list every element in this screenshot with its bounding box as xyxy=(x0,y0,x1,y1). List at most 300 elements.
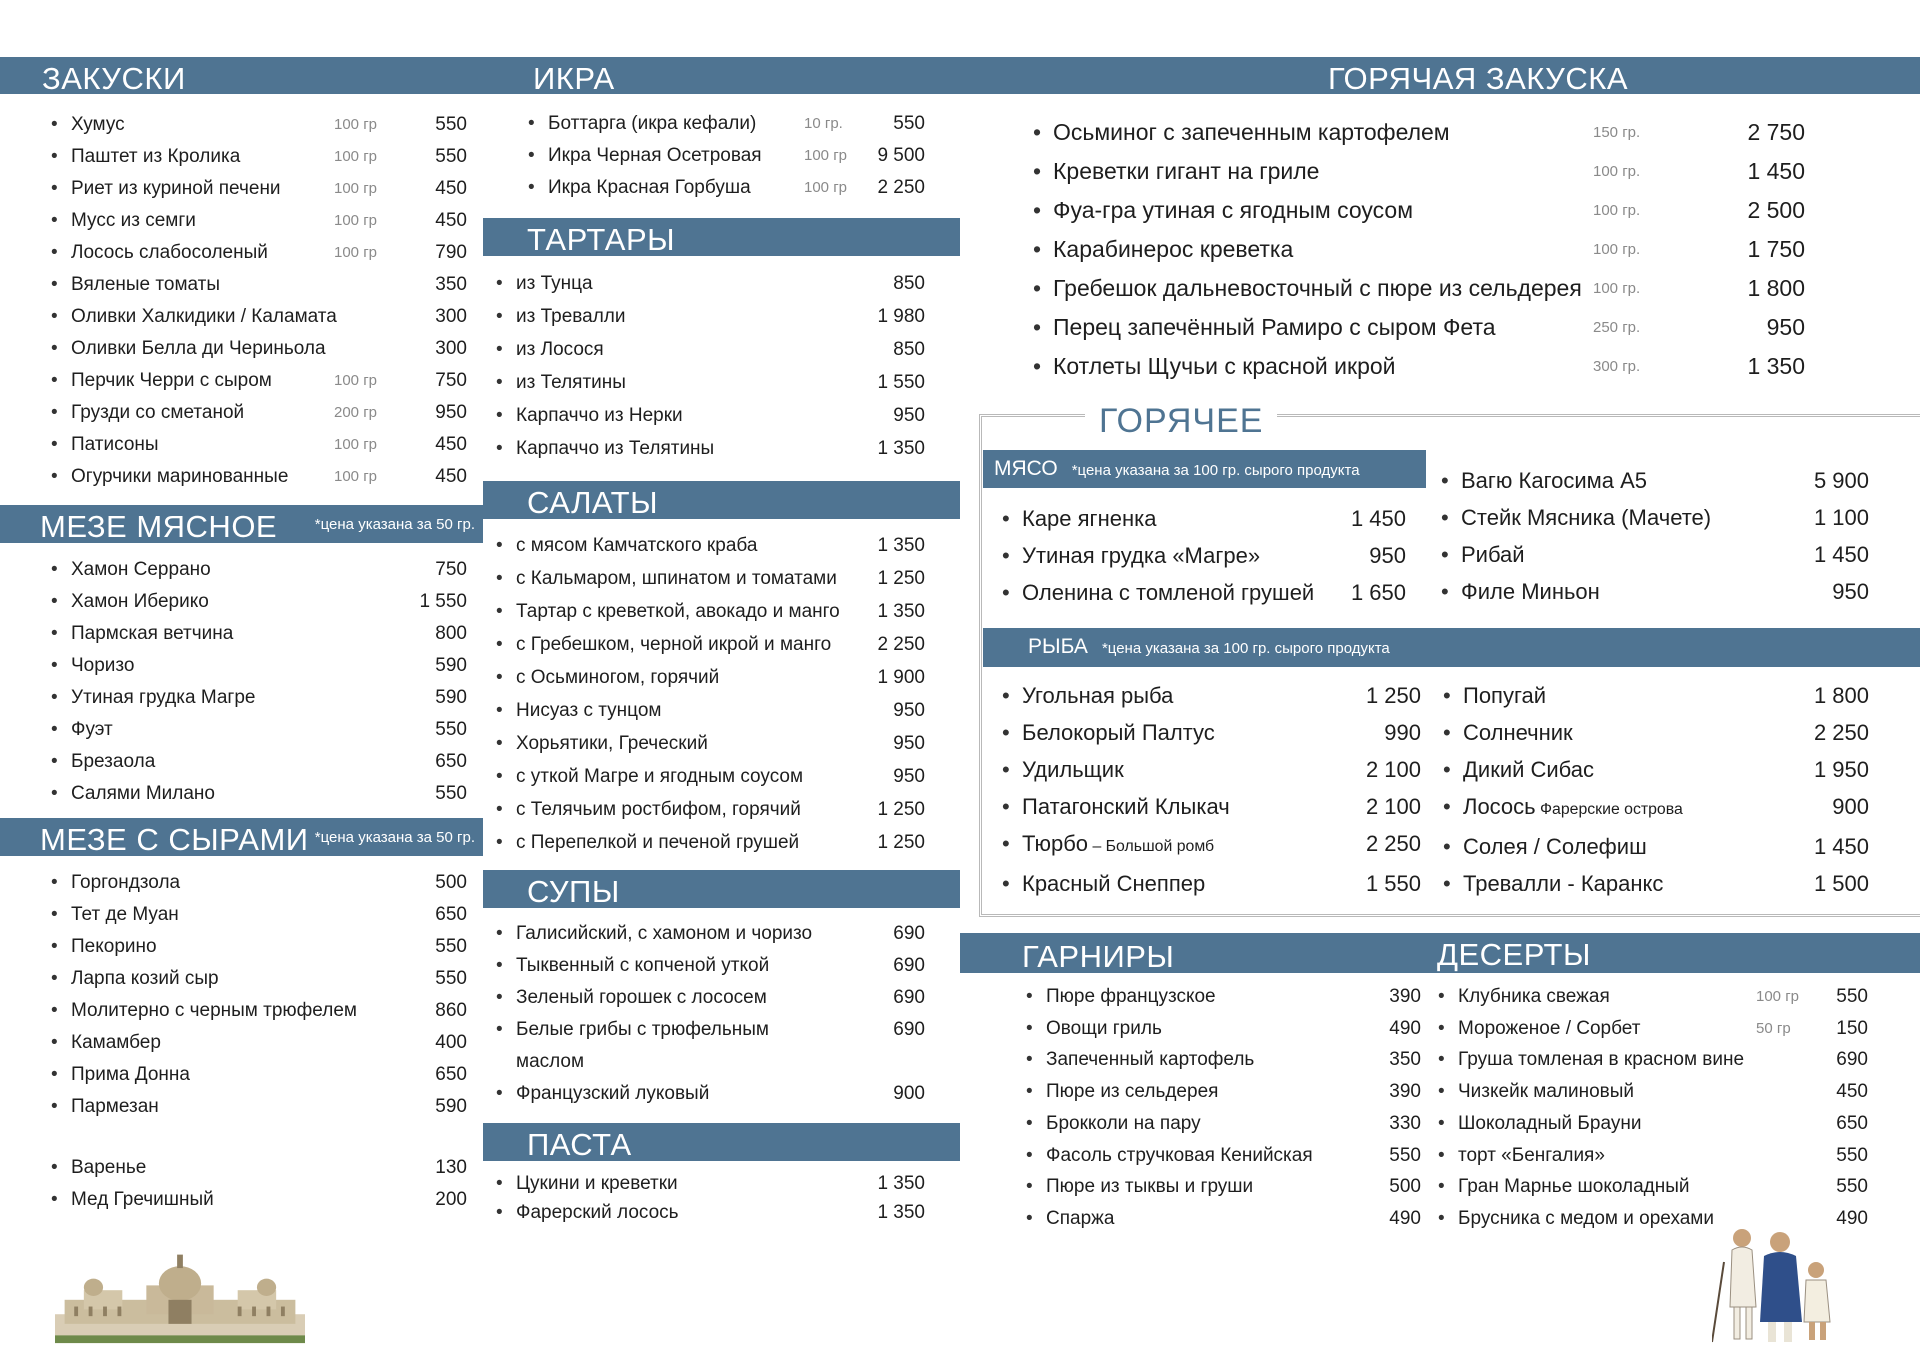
item-name: Солея / Солефиш xyxy=(1463,834,1647,859)
item-name: Угольная рыба xyxy=(1022,683,1174,708)
item-name: Клубника свежая xyxy=(1458,986,1610,1007)
item-name: Фарерский лосось xyxy=(516,1202,679,1223)
menu-item xyxy=(71,1184,471,1216)
item-price: 690 xyxy=(893,987,925,1008)
meat-list-left xyxy=(1022,500,1406,611)
item-price: 1 350 xyxy=(1747,353,1805,379)
item-price: 2 750 xyxy=(1747,119,1805,145)
menu-item xyxy=(1046,1140,1421,1172)
menu-item xyxy=(1463,788,1869,828)
menu-item xyxy=(516,950,927,982)
item-price: 2 250 xyxy=(877,177,925,198)
item-name: Груша томленая в красном вине xyxy=(1458,1049,1745,1071)
item-price: 690 xyxy=(893,923,925,944)
menu-item xyxy=(71,899,471,931)
item-name: с Кальмаром, шпинатом и томатами xyxy=(516,568,837,589)
menu-item xyxy=(516,529,927,562)
menu-item xyxy=(1022,500,1406,537)
menu-item xyxy=(516,826,927,859)
item-weight: 300 гр. xyxy=(1593,358,1641,375)
item-name: Запеченный картофель xyxy=(1046,1049,1255,1071)
fish-header xyxy=(983,628,1920,667)
item-price: 2 250 xyxy=(1365,831,1421,856)
item-price: 9 500 xyxy=(877,145,925,166)
item-name: Оленина с томленой грушей xyxy=(1022,580,1315,605)
item-price: 1 500 xyxy=(1813,871,1869,896)
people-illustration xyxy=(1712,1222,1842,1347)
item-price: 900 xyxy=(893,1083,925,1104)
item-price: 1 800 xyxy=(1813,683,1869,708)
item-price: 550 xyxy=(435,719,467,740)
item-name: Патисоны xyxy=(71,434,159,455)
menu-item xyxy=(71,1152,471,1184)
menu-item xyxy=(1053,269,1807,308)
menu-item xyxy=(1053,152,1807,191)
menu-item xyxy=(516,727,927,760)
item-price: 2 100 xyxy=(1365,794,1421,819)
header-garniry xyxy=(960,933,1920,973)
item-weight: 250 гр. xyxy=(1593,319,1641,336)
item-name: Пюре из сельдерея xyxy=(1046,1081,1219,1103)
item-price: 550 xyxy=(435,968,467,989)
section-title-deserty: ДЕСЕРТЫ xyxy=(1437,937,1591,972)
menu-item xyxy=(1461,462,1869,499)
menu-item xyxy=(516,1169,927,1198)
menu-item xyxy=(516,982,927,1014)
ikra-list xyxy=(548,108,927,204)
menu-item xyxy=(516,1046,927,1078)
item-price: 2 100 xyxy=(1365,757,1421,782)
item-price: 350 xyxy=(1389,1049,1421,1071)
menu-item xyxy=(71,333,471,365)
meat-list-right xyxy=(1461,462,1869,610)
item-price: 390 xyxy=(1389,1081,1421,1103)
tartary-list xyxy=(516,267,927,465)
item-price: 650 xyxy=(435,904,467,925)
header-meze-cheese xyxy=(0,818,483,856)
item-price: 1 250 xyxy=(877,799,925,820)
menu-item xyxy=(516,694,927,727)
item-name: Перчик Черри с сыром xyxy=(71,370,272,391)
item-name: Утиная грудка Магре xyxy=(71,687,256,708)
menu-item xyxy=(1053,113,1807,152)
meat-header xyxy=(983,450,1426,488)
item-weight: 100 гр xyxy=(334,468,378,485)
item-weight: 100 гр xyxy=(334,212,378,229)
item-weight: 200 гр xyxy=(334,404,378,421)
item-note: Фарерские острова xyxy=(1535,801,1683,818)
item-name: Овощи гриль xyxy=(1046,1017,1162,1039)
item-price: 1 450 xyxy=(1747,158,1805,184)
item-name: Филе Миньон xyxy=(1461,579,1600,604)
item-price: 850 xyxy=(893,339,925,360)
menu-item xyxy=(1458,1108,1870,1140)
item-price: 550 xyxy=(435,146,467,167)
item-name: Цукини и креветки xyxy=(516,1173,678,1194)
item-name: Гребешок дальневосточный с пюре из сельдерея xyxy=(1053,275,1582,301)
item-price: 5 900 xyxy=(1813,468,1869,493)
menu-item xyxy=(1461,536,1869,573)
menu-item xyxy=(71,650,471,682)
item-name: с Телячьим ростбифом, горячий xyxy=(516,799,801,820)
item-price: 650 xyxy=(435,751,467,772)
item-name: Хамон Иберико xyxy=(71,591,209,612)
item-name: из Лосося xyxy=(516,339,604,360)
item-price: 690 xyxy=(893,1019,925,1040)
menu-item xyxy=(71,931,471,963)
item-name: Чоризо xyxy=(71,655,135,676)
item-name: Хамон Серрано xyxy=(71,559,211,580)
price-note: *цена указана за 50 гр. xyxy=(314,516,475,533)
item-name: Фасоль стручковая Кенийская xyxy=(1046,1144,1313,1166)
section-title: САЛАТЫ xyxy=(527,485,659,520)
item-price: 790 xyxy=(435,242,467,263)
menu-item xyxy=(71,109,471,141)
item-name: торт «Бенгалия» xyxy=(1458,1144,1605,1166)
item-price: 1 550 xyxy=(419,591,467,612)
subsection-title: МЯСО xyxy=(994,457,1058,480)
item-name: Варенье xyxy=(71,1157,147,1178)
item-price: 550 xyxy=(893,113,925,134)
fish-list-right xyxy=(1463,677,1869,902)
item-price: 330 xyxy=(1389,1112,1421,1134)
item-price: 1 750 xyxy=(1747,236,1805,262)
item-price: 750 xyxy=(435,370,467,391)
item-price: 450 xyxy=(435,210,467,231)
item-price: 900 xyxy=(1832,794,1869,819)
item-name: Риет из куриной печени xyxy=(71,178,281,199)
menu-item xyxy=(71,1091,471,1123)
item-price: 550 xyxy=(435,936,467,957)
item-price: 590 xyxy=(435,655,467,676)
item-weight: 100 гр xyxy=(334,148,378,165)
item-name: Боттарга (икра кефали) xyxy=(548,113,757,134)
item-weight: 100 гр. xyxy=(1593,241,1641,258)
section-title: ПАСТА xyxy=(527,1127,632,1162)
item-weight: 100 гр xyxy=(334,180,378,197)
item-price: 1 450 xyxy=(1813,542,1869,567)
item-name: Вагю Кагосима А5 xyxy=(1461,468,1648,493)
meze-cheese-list xyxy=(71,867,471,1123)
supy-list xyxy=(516,918,927,1110)
menu-item xyxy=(71,586,471,618)
item-name: Брокколи на пару xyxy=(1046,1112,1201,1134)
item-price: 1 250 xyxy=(877,832,925,853)
item-name: Икра Красная Горбуша xyxy=(548,177,751,198)
item-name: Пюре французское xyxy=(1046,986,1216,1007)
item-name: Белокорый Палтус xyxy=(1022,720,1215,745)
item-price: 500 xyxy=(1389,1176,1421,1198)
item-price: 590 xyxy=(435,687,467,708)
item-name: Котлеты Щучьи с красной икрой xyxy=(1053,353,1396,379)
menu-item xyxy=(71,461,471,493)
garniry-list xyxy=(1046,981,1421,1235)
price-note: *цена указана за 50 гр. xyxy=(314,829,475,846)
item-price: 1 100 xyxy=(1813,505,1869,530)
item-name: Стейк Мясника (Мачете) xyxy=(1461,505,1712,530)
menu-item xyxy=(1022,865,1421,902)
item-price: 650 xyxy=(1836,1112,1868,1134)
menu-item xyxy=(71,995,471,1027)
item-price: 550 xyxy=(1836,986,1868,1007)
item-name: Карпаччо из Телятины xyxy=(516,438,715,459)
item-price: 1 950 xyxy=(1813,757,1869,782)
item-name: из Тунца xyxy=(516,273,593,294)
item-name: Мороженое / Сорбет xyxy=(1458,1017,1641,1039)
item-price: 990 xyxy=(1384,720,1421,745)
item-name: Шоколадный Брауни xyxy=(1458,1112,1642,1134)
menu-item xyxy=(1022,714,1421,751)
item-price: 1 900 xyxy=(877,667,925,688)
menu-item xyxy=(1463,714,1869,751)
item-price: 200 xyxy=(435,1189,467,1210)
item-name: Гран Марнье шоколадный xyxy=(1458,1176,1690,1198)
section-title: МЕЗЕ МЯСНОЕ xyxy=(40,509,278,544)
item-name: Мусс из семги xyxy=(71,210,196,231)
item-name: Белые грибы с трюфельным xyxy=(516,1019,769,1040)
palace-illustration xyxy=(55,1245,305,1345)
menu-item xyxy=(1458,1171,1870,1203)
item-name: Солнечник xyxy=(1463,720,1573,745)
header-meze-meat xyxy=(0,505,483,543)
menu-item xyxy=(71,141,471,173)
item-price: 130 xyxy=(435,1157,467,1178)
menu-item xyxy=(516,661,927,694)
item-price: 2 500 xyxy=(1747,197,1805,223)
item-name: из Тревалли xyxy=(516,306,626,327)
item-name: Французский луковый xyxy=(516,1083,710,1104)
menu-item xyxy=(1046,981,1421,1013)
item-name: Мед Гречишный xyxy=(71,1189,214,1210)
item-price: 950 xyxy=(893,766,925,787)
menu-item xyxy=(1458,1076,1870,1108)
menu-item xyxy=(516,1078,927,1110)
menu-item xyxy=(1461,573,1869,610)
menu-item xyxy=(71,173,471,205)
menu-item xyxy=(71,618,471,650)
header-pasta xyxy=(483,1123,960,1161)
item-name: Брезаола xyxy=(71,751,156,772)
item-price: 950 xyxy=(893,733,925,754)
menu-item xyxy=(516,399,927,432)
item-name: Лосось xyxy=(1463,794,1536,819)
section-title: ГОРЯЧАЯ ЗАКУСКА xyxy=(1328,61,1629,96)
item-price: 800 xyxy=(435,623,467,644)
item-weight: 100 гр xyxy=(804,147,848,164)
menu-item xyxy=(71,963,471,995)
item-name: Чизкейк малиновый xyxy=(1458,1081,1635,1103)
item-name: Дикий Сибас xyxy=(1463,757,1595,782)
menu-item xyxy=(1053,230,1807,269)
menu-item xyxy=(1046,1076,1421,1108)
meze-meat-list xyxy=(71,554,471,810)
item-weight: 100 гр xyxy=(334,436,378,453)
item-price: 950 xyxy=(1832,579,1869,604)
menu-item xyxy=(71,365,471,397)
header-tartary xyxy=(483,218,960,256)
menu-item xyxy=(1022,825,1421,865)
item-price: 690 xyxy=(893,955,925,976)
menu-item xyxy=(71,269,471,301)
item-name: Икра Черная Осетровая xyxy=(548,145,762,166)
menu-item xyxy=(1461,499,1869,536)
item-name: из Телятины xyxy=(516,372,626,393)
item-name: Лосось слабосоленый xyxy=(71,242,268,263)
menu-item xyxy=(516,760,927,793)
item-name: Попугай xyxy=(1463,683,1547,708)
item-name: Пекорино xyxy=(71,936,157,957)
item-name: Ларпа козий сыр xyxy=(71,968,219,989)
menu-item xyxy=(1022,537,1406,574)
item-price: 300 xyxy=(435,338,467,359)
item-price: 450 xyxy=(435,178,467,199)
menu-item xyxy=(71,1059,471,1091)
menu-item xyxy=(1046,1171,1421,1203)
item-price: 1 350 xyxy=(877,1173,925,1194)
menu-item xyxy=(1046,1108,1421,1140)
item-name: Карабинерос креветка xyxy=(1053,236,1294,262)
item-name: Вяленые томаты xyxy=(71,274,221,295)
price-note: *цена указана за 100 гр. сырого продукта xyxy=(1101,640,1390,657)
item-price: 550 xyxy=(435,783,467,804)
item-name: Хумус xyxy=(71,114,125,135)
meze-extras-list xyxy=(71,1152,471,1216)
item-name: Красный Снеппер xyxy=(1022,871,1206,896)
item-price: 860 xyxy=(435,1000,467,1021)
menu-item xyxy=(516,432,927,465)
item-price: 1 450 xyxy=(1350,506,1406,531)
header-salaty xyxy=(483,481,960,519)
menu-item xyxy=(71,1027,471,1059)
item-price: 450 xyxy=(1836,1081,1868,1103)
item-name: Креветки гигант на гриле xyxy=(1053,158,1320,184)
section-title: ЗАКУСКИ xyxy=(42,61,186,96)
section-title: ТАРТАРЫ xyxy=(527,222,676,257)
item-price: 390 xyxy=(1389,986,1421,1007)
section-title: ИКРА xyxy=(533,61,615,96)
item-name: Тет де Муан xyxy=(71,904,179,925)
menu-item xyxy=(1458,1044,1870,1076)
item-name: Хорьятики, Греческий xyxy=(516,733,708,754)
item-price: 1 800 xyxy=(1747,275,1805,301)
menu-item xyxy=(1022,574,1406,611)
item-name: Горгондзола xyxy=(71,872,181,893)
item-note: – Большой ромб xyxy=(1088,838,1215,855)
item-name: Зеленый горошек с лососем xyxy=(516,987,767,1008)
menu-item xyxy=(71,205,471,237)
menu-item xyxy=(516,1014,927,1046)
item-name: Фуэт xyxy=(71,719,113,740)
item-price: 1 250 xyxy=(1365,683,1421,708)
item-price: 1 350 xyxy=(877,601,925,622)
item-price: 500 xyxy=(435,872,467,893)
item-name: Перец запечённый Рамиро с сыром Фета xyxy=(1053,314,1496,340)
item-name: Тюрбо xyxy=(1022,831,1089,856)
menu-item xyxy=(1463,865,1869,902)
item-name: Спаржа xyxy=(1046,1207,1115,1229)
menu-item xyxy=(1022,751,1421,788)
item-price: 1 450 xyxy=(1813,834,1869,859)
menu-item xyxy=(71,867,471,899)
deserty-list xyxy=(1458,981,1870,1235)
item-name: Удильщик xyxy=(1022,757,1124,782)
menu-item xyxy=(1022,788,1421,825)
item-price: 1 650 xyxy=(1350,580,1406,605)
item-price: 490 xyxy=(1389,1017,1421,1039)
menu-item xyxy=(71,714,471,746)
item-price: 1 350 xyxy=(877,438,925,459)
salaty-list xyxy=(516,529,927,859)
menu-item xyxy=(548,172,927,204)
menu-item xyxy=(516,1198,927,1227)
item-weight: 100 гр. xyxy=(1593,280,1641,297)
item-price: 2 250 xyxy=(1813,720,1869,745)
item-name: с Осьминогом, горячий xyxy=(516,667,720,688)
item-weight: 100 гр. xyxy=(1593,163,1641,180)
subsection-title: РЫБА xyxy=(1028,635,1088,658)
item-price: 950 xyxy=(893,700,925,721)
item-name: с мясом Камчатского краба xyxy=(516,535,758,556)
section-title: СУПЫ xyxy=(527,874,620,909)
item-name: Каре ягненка xyxy=(1022,506,1157,531)
item-name: Фуа-гра утиная с ягодным соусом xyxy=(1053,197,1414,223)
item-price: 350 xyxy=(435,274,467,295)
hot-snack-list xyxy=(1053,113,1807,386)
menu-item xyxy=(548,140,927,172)
item-name: Осьминог с запеченным картофелем xyxy=(1053,119,1450,145)
menu-item xyxy=(1463,751,1869,788)
menu-item xyxy=(516,333,927,366)
price-note: *цена указана за 100 гр. сырого продукта xyxy=(1071,462,1360,479)
item-weight: 100 гр xyxy=(1756,988,1800,1005)
fish-list-left xyxy=(1022,677,1421,902)
item-name: Пюре из тыквы и груши xyxy=(1046,1176,1254,1198)
item-price: 300 xyxy=(435,306,467,327)
menu-item xyxy=(1022,677,1421,714)
menu-item xyxy=(516,267,927,300)
item-price: 950 xyxy=(1369,543,1406,568)
item-name: Тревалли - Каранкс xyxy=(1463,871,1664,896)
menu-item xyxy=(71,237,471,269)
menu-item xyxy=(71,682,471,714)
item-name: с Гребешком, черной икрой и манго xyxy=(516,634,832,655)
zakuski-list xyxy=(71,109,471,493)
item-name: Паштет из Кролика xyxy=(71,146,241,167)
item-name: Утиная грудка «Магре» xyxy=(1022,543,1261,568)
header-hot-snack xyxy=(960,57,1920,94)
item-price: 490 xyxy=(1836,1207,1868,1229)
menu-item xyxy=(1458,981,1870,1013)
menu-item xyxy=(516,793,927,826)
item-price: 1 350 xyxy=(877,535,925,556)
item-name: Салями Милано xyxy=(71,783,215,804)
item-price: 1 350 xyxy=(877,1202,925,1223)
menu-item xyxy=(71,554,471,586)
item-price: 400 xyxy=(435,1032,467,1053)
item-price: 650 xyxy=(435,1064,467,1085)
item-price: 1 550 xyxy=(877,372,925,393)
item-weight: 150 гр. xyxy=(1593,124,1641,141)
item-name: Грузди со сметаной xyxy=(71,402,245,423)
item-name: Пармская ветчина xyxy=(71,623,234,644)
menu-item xyxy=(1463,828,1869,865)
item-weight: 10 гр. xyxy=(804,115,843,132)
menu-item xyxy=(516,300,927,333)
item-name: Оливки Белла ди Чериньола xyxy=(71,338,326,359)
item-weight: 100 гр xyxy=(804,179,848,196)
menu-item xyxy=(71,429,471,461)
item-name: Камамбер xyxy=(71,1032,161,1053)
